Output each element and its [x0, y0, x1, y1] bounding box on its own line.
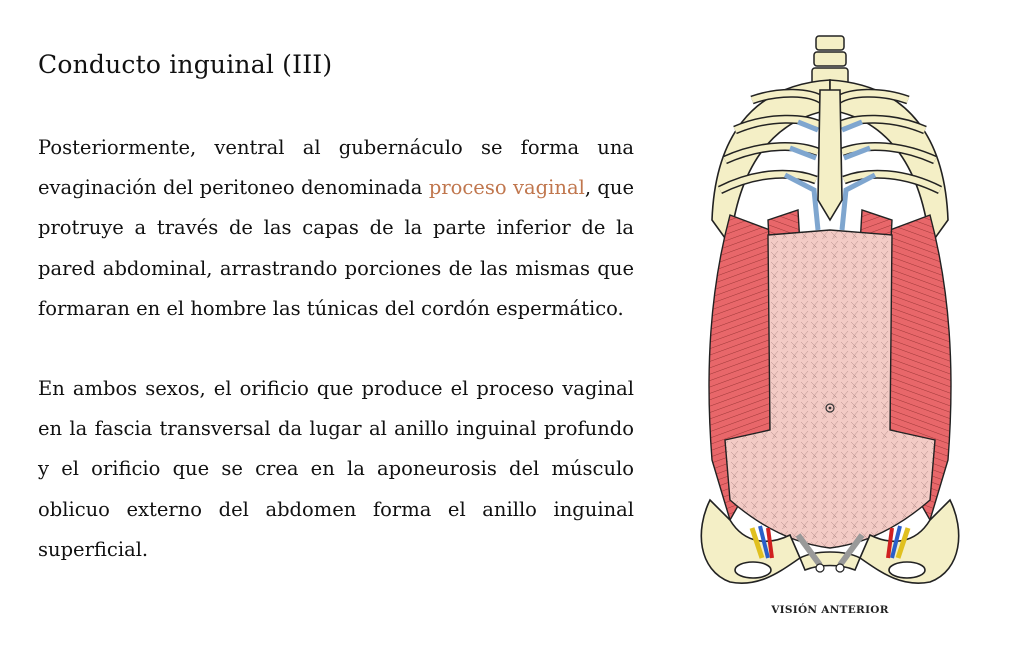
- vertebral-column: [812, 36, 848, 84]
- paragraph-1-start: Posteriormente, ventral al gubernáculo se forma una evaginación del peritoneo denominada: [38, 136, 634, 200]
- body-text: [38, 128, 634, 610]
- anatomy-illustration: [690, 30, 970, 595]
- paragraph-1-end: , que protruye a través de las capas de la parte inferior de la pared abdominal, arrastrando porciones de las mismas que formaran en el hombre las túnicas del cordón espermático.: [38, 176, 635, 320]
- paragraph-2: En ambos sexos, el orificio que produce el proceso vaginal en la fascia transversal da lugar al anillo inguinal profundo y el orificio que se crea en la aponeurosis del músculo oblicuo externo del abdomen forma el anillo inguinal superficial.: [38, 377, 634, 561]
- slide-title: Conducto inguinal (III): [38, 50, 333, 79]
- rib-cage: [712, 80, 948, 245]
- highlight-term: proceso vaginal: [428, 176, 585, 200]
- paragraph-1: [38, 128, 634, 329]
- figure-caption: VISIÓN ANTERIOR: [771, 604, 889, 616]
